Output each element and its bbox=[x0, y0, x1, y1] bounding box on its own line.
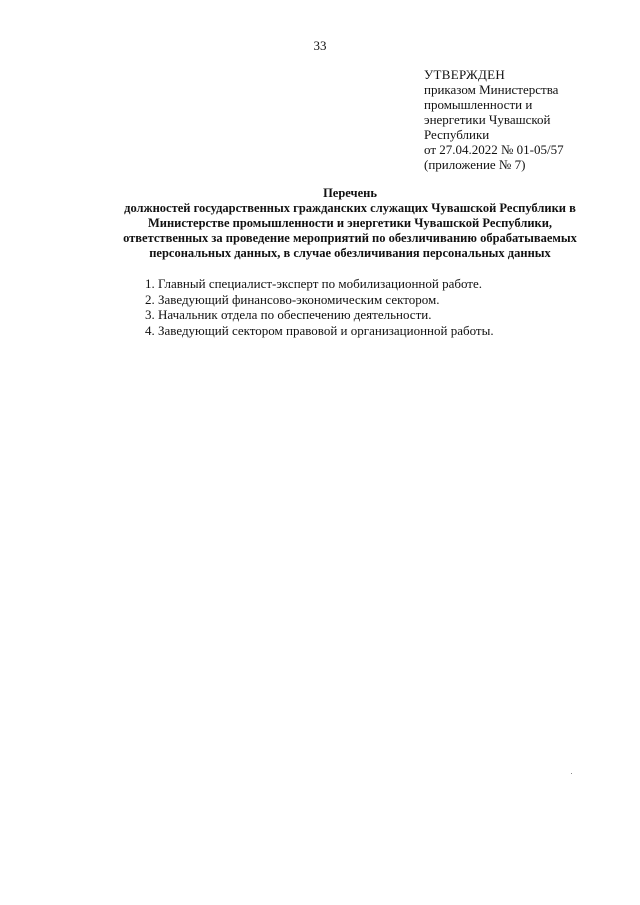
approval-line: от 27.04.2022 № 01-05/57 bbox=[424, 142, 564, 157]
list-item: 1. Главный специалист-эксперт по мобилизационной работе. bbox=[145, 276, 482, 291]
title-line: Министерстве промышленности и энергетики Чувашской Республики, bbox=[147, 216, 553, 230]
approval-stamp bbox=[424, 67, 624, 172]
title-line: персональных данных, в случае обезличивания персональных данных bbox=[149, 246, 551, 260]
approval-heading: УТВЕРЖДЕН bbox=[424, 67, 506, 82]
list-item: 3. Начальник отдела по обеспечению деятельности. bbox=[145, 307, 432, 322]
scan-speck bbox=[571, 773, 572, 774]
list-item: 4. Заведующий сектором правовой и организационной работы. bbox=[145, 322, 494, 338]
approval-line: промышленности и bbox=[424, 97, 533, 112]
document-title bbox=[100, 186, 600, 261]
approval-line: приказом Министерства bbox=[424, 82, 559, 97]
page-number: 33 bbox=[313, 38, 327, 53]
title-line: ответственных за проведение мероприятий по обезличиванию обрабатываемых bbox=[123, 231, 577, 245]
list-item: 2. Заведующий финансово-экономическим сектором. bbox=[145, 291, 440, 307]
approval-line: (приложение № 7) bbox=[424, 157, 526, 172]
title-heading: Перечень bbox=[323, 186, 377, 200]
approval-line: энергетики Чувашской bbox=[424, 112, 551, 127]
title-line: должностей государственных гражданских служащих Чувашской Республики в bbox=[124, 201, 576, 215]
positions-list bbox=[145, 276, 565, 338]
approval-line: Республики bbox=[424, 127, 490, 142]
